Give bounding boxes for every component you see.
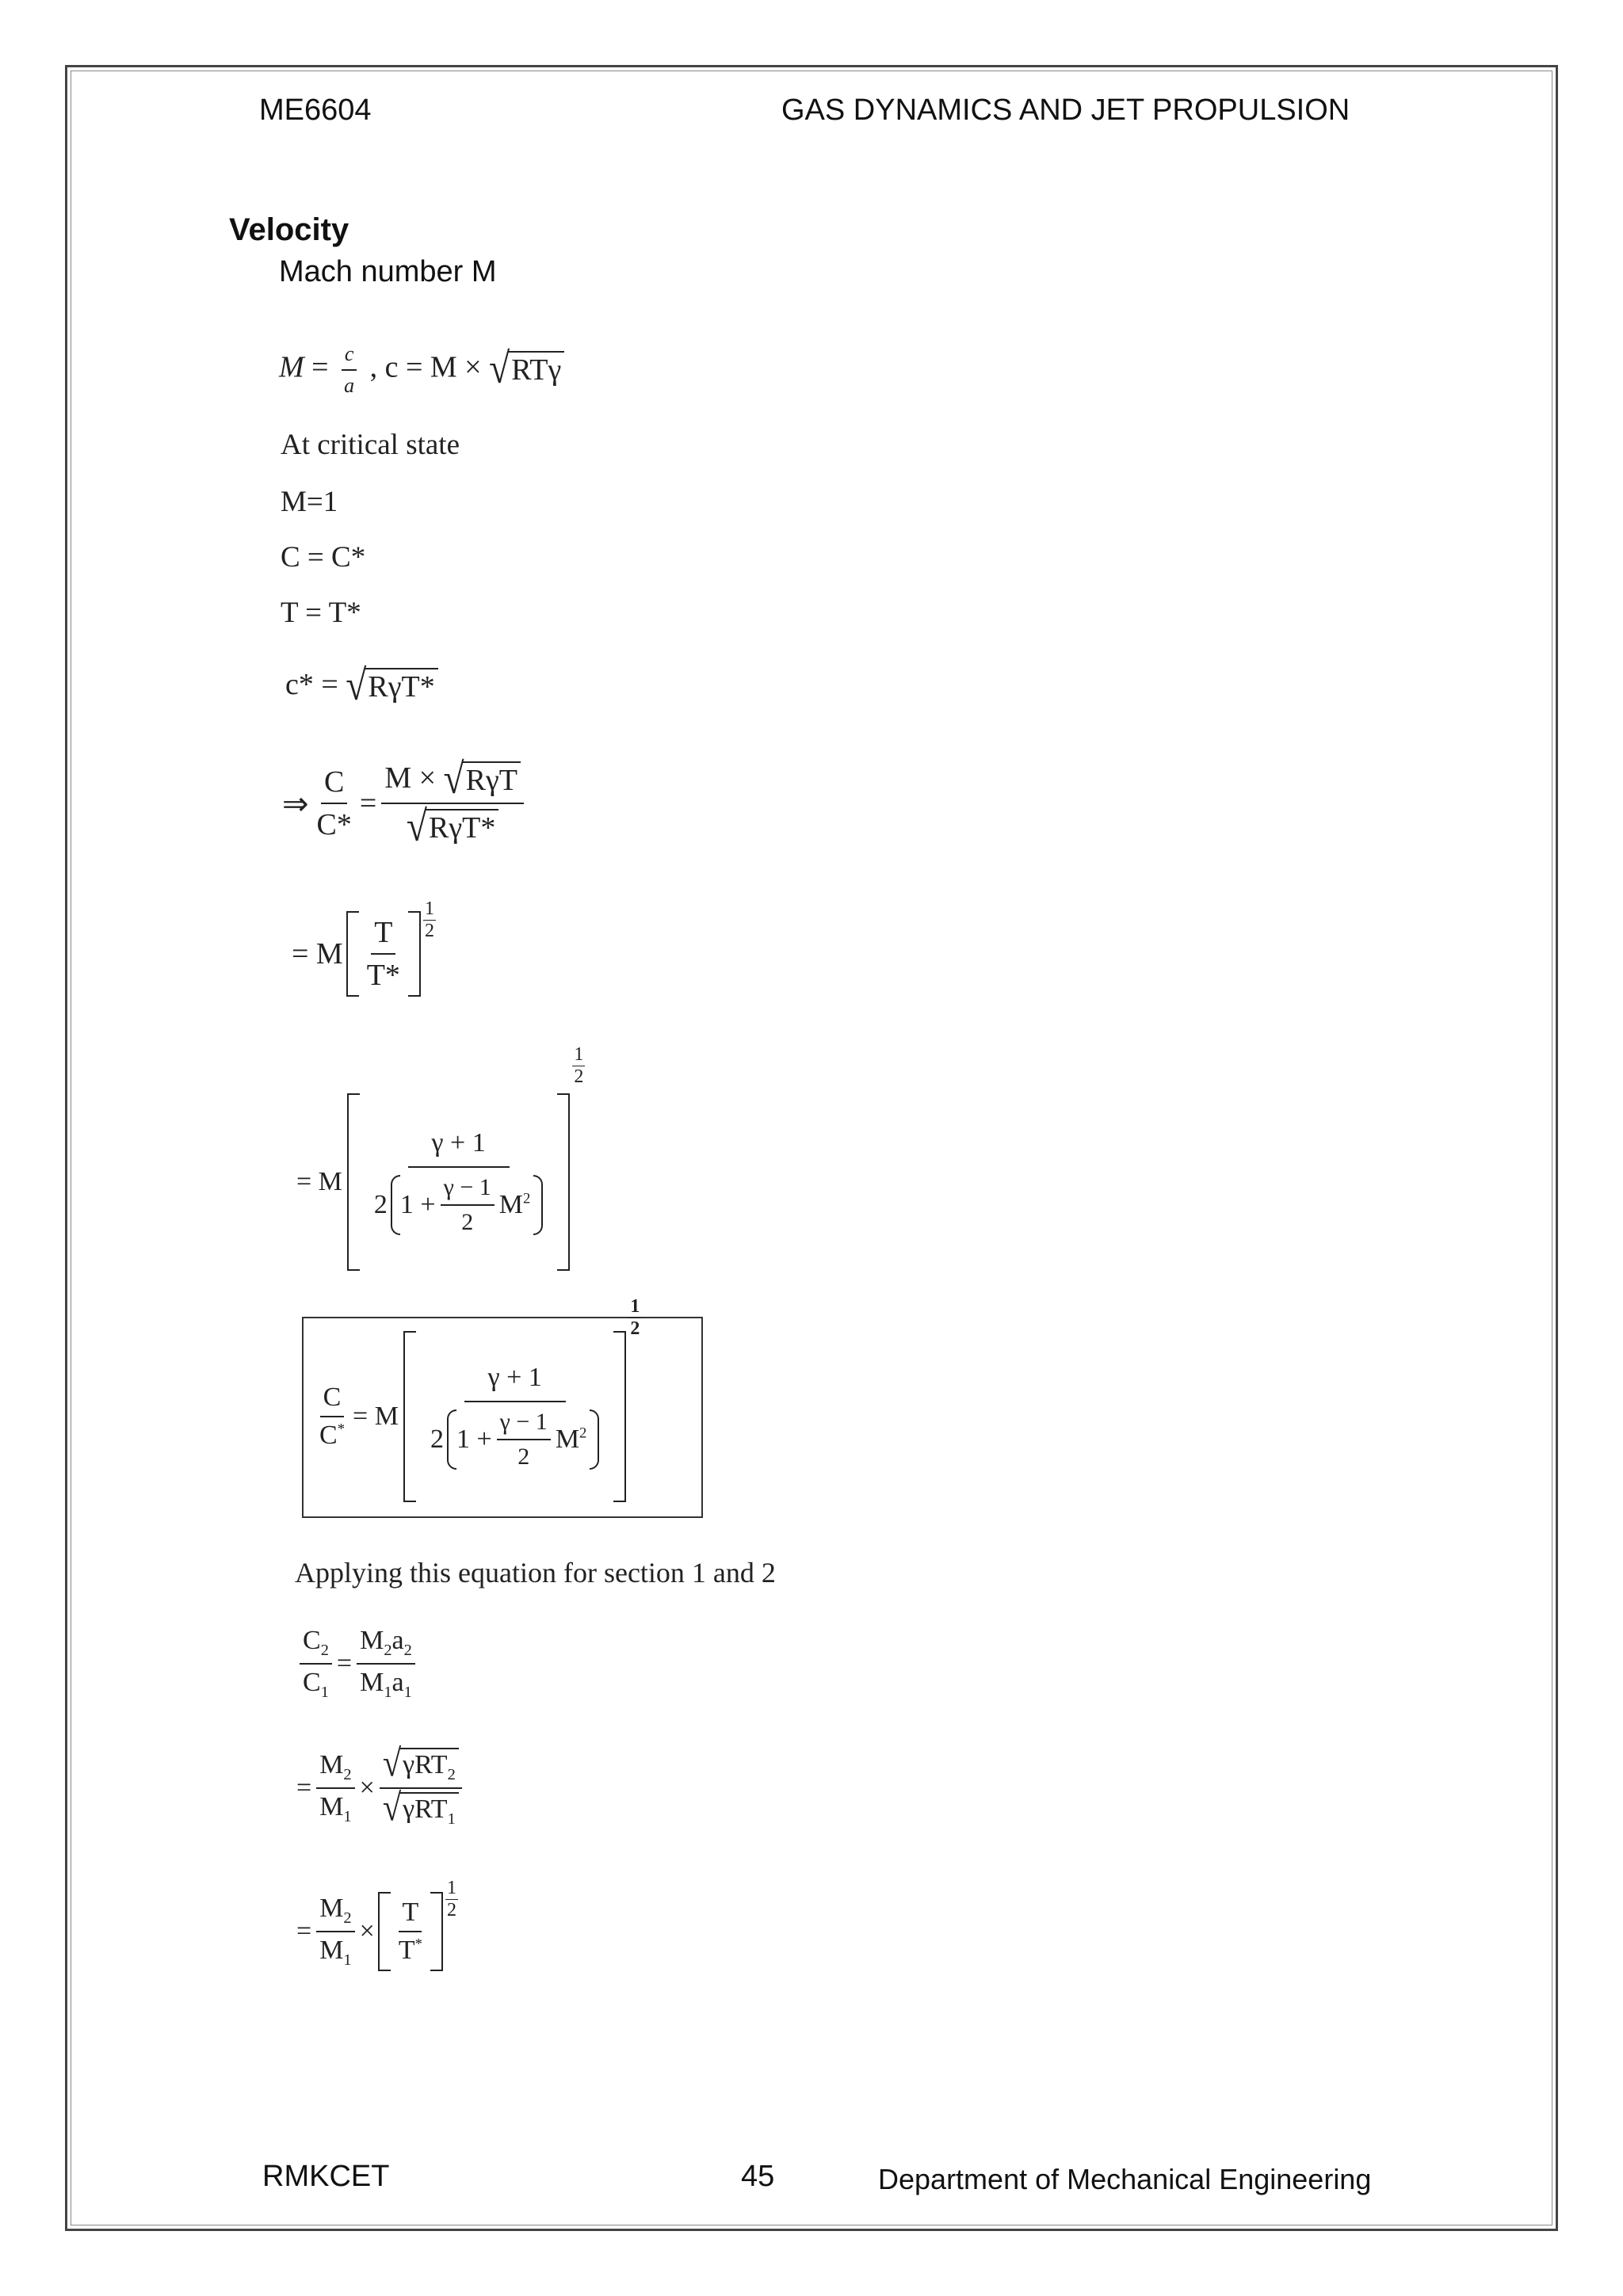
footer-institution: RMKCET [262, 2160, 390, 2193]
cstar-root: RγT* [365, 668, 437, 706]
eq1-denominator: a [344, 374, 355, 397]
eq1-lhs: M [279, 350, 304, 384]
ratio-numerator: C [321, 765, 347, 804]
equation-cstar: c* = √ RγT* [285, 667, 438, 706]
cstar-lhs: c* = [285, 668, 338, 701]
equation-temperature-ratio: = M $\frac{T}{T*}$ $\frac{1}{2}$ [292, 911, 436, 997]
ratio-den-root: RγT* [426, 809, 498, 847]
equation-section-temperature: = $\frac{M_2}{M_1}$ × $\frac{T}{T^*}$ 1 2 [296, 1892, 458, 1971]
expanded-inner-den: 2 [461, 1209, 474, 1235]
eq1-numerator: c [342, 342, 357, 371]
critical-state-label: At critical state [281, 429, 460, 461]
expanded-den-two: 2 [373, 1190, 388, 1219]
section-subheading: Mach number M [279, 255, 497, 288]
equation-section-sqrt: = $\frac{M_2}{M_1}$ × √ γRT$_2$ √ γRT$_1$ [296, 1748, 467, 1829]
expanded-inner-m: M [498, 1190, 524, 1219]
equation-section-ratio: $\frac{C_2}{C_1}$ = $\frac{M_2a_2}{M_1a_1}$ [295, 1626, 420, 1702]
sec-c1: C [303, 1667, 321, 1697]
expanded-inner-one: 1 + [399, 1190, 436, 1219]
eq1-rest: , c = M × [369, 350, 482, 384]
footer-page-number: 45 [741, 2160, 775, 2193]
line-t-equals-tstar: T = T* [281, 597, 361, 629]
sec-c2: C [303, 1626, 321, 1655]
applying-label: Applying this equation for section 1 and 2 [295, 1557, 776, 1589]
sec-m1: M [360, 1667, 384, 1697]
line-c-equals-cstar: C = C* [281, 541, 366, 574]
expanded-num: γ + 1 [408, 1128, 510, 1168]
section-heading: Velocity [229, 212, 349, 247]
eq1-root: RTγ [508, 351, 564, 389]
equation-mach-definition: M = $\frac{c}{a}$ , c = M × √ RTγ [279, 342, 564, 398]
sec-m2: M [360, 1626, 384, 1655]
t-ratio-den: T* [366, 959, 400, 992]
ratio-num-root: RγT [463, 761, 521, 799]
course-title: GAS DYNAMICS AND JET PROPULSION [781, 93, 1350, 127]
ratio-denominator: C* [316, 808, 352, 842]
footer-department: Department of Mechanical Engineering [878, 2163, 1372, 2195]
equation-velocity-ratio: ⇒ $\frac{C}{C*}$ = M × √ RγT √ RγT* [282, 761, 529, 846]
t-ratio-num: T [371, 915, 395, 955]
half-exp-den: 2 [424, 921, 434, 941]
course-code: ME6604 [259, 93, 372, 127]
expanded-inner-num: γ − 1 [441, 1174, 495, 1206]
equation-mach-expanded: = M γ + 1 2 1 + $\frac{\gamma - 1}{2}$ $M^2$ 1 2 [296, 1093, 585, 1271]
line-m-equals-1: M=1 [281, 486, 338, 518]
boxed-result-equation: $\frac{C}{C^*}$ = M γ + 1 2 1 + $\frac{\gamma - 1}{2}$ $M^2$ 1 2 [302, 1317, 703, 1518]
ratio-num-m: M × [384, 761, 437, 795]
half-exp-num: 1 [424, 898, 434, 919]
